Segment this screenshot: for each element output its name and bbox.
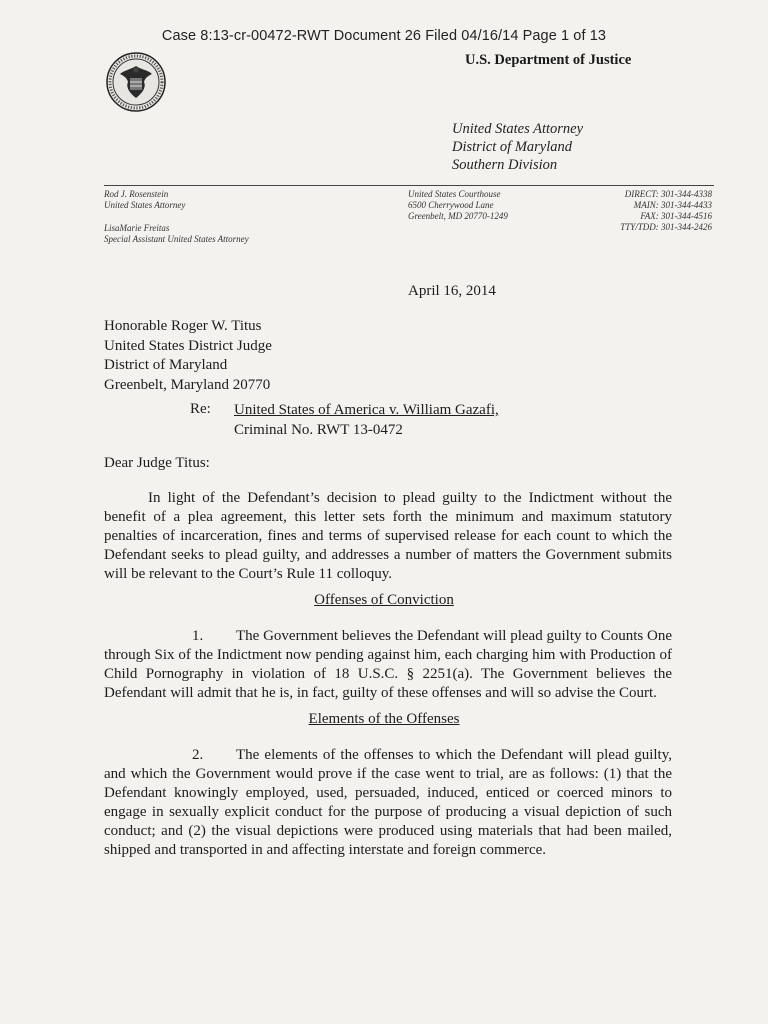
- paragraph-number: 1.: [192, 628, 204, 644]
- addressee-line: Honorable Roger W. Titus: [104, 318, 262, 334]
- paragraph-text: The Government believes the Defendant will plead guilty to Counts One through Six of the Indictment now pending against him, each charging him with Production of Child Pornography in violation of 18 U.S.C. § 2251(a). The Government believes the Defendant will admit that he is, in fact, guilty of these offenses and will so advise the Court.: [104, 628, 672, 701]
- attorney-name: Rod J. Rosenstein: [104, 189, 169, 199]
- attorney-name: LisaMarie Freitas: [104, 223, 170, 233]
- letterhead-divider: [104, 185, 714, 186]
- phone-line: FAX: 301-344-4516: [640, 211, 712, 221]
- paragraph-number: 2.: [192, 747, 204, 763]
- attorney-title: Special Assistant United States Attorney: [104, 234, 249, 244]
- agency-name: U.S. Department of Justice: [465, 52, 632, 68]
- case-header: Case 8:13-cr-00472-RWT Document 26 Filed 04/16/14 Page 1 of 13: [161, 28, 607, 44]
- addressee-block: [104, 317, 272, 395]
- intro-paragraph-text: In light of the Defendant’s decision to plead guilty to the Indictment without the benefit of a plea agreement, this letter sets forth the minimum and maximum statutory penalties of incarceration, fines and terms of supervised release for each count to which the Defendant seeks to plead guilty, and addresses a number of matters the Government submits will be relevant to the Court’s Rule 11 colloquy.: [104, 490, 672, 582]
- department-seal-icon: [106, 52, 166, 112]
- heading-offenses-of-conviction: Offenses of Conviction: [314, 592, 454, 608]
- paragraph-2: [104, 746, 672, 860]
- letterhead-attorneys: [104, 189, 249, 245]
- phone-line: MAIN: 301-344-4433: [633, 200, 712, 210]
- address-line: 6500 Cherrywood Lane: [408, 200, 494, 210]
- intro-paragraph: [104, 489, 672, 584]
- heading-elements-of-offenses: Elements of the Offenses: [308, 711, 460, 727]
- address-line: Greenbelt, MD 20770-1249: [408, 211, 508, 221]
- case-title: United States of America v. William Gazafi,: [234, 402, 499, 418]
- phone-line: TTY/TDD: 301-344-2426: [620, 222, 712, 232]
- addressee-line: District of Maryland: [104, 357, 228, 373]
- address-line: United States Courthouse: [408, 189, 501, 199]
- attorney-title: United States Attorney: [104, 200, 186, 210]
- paragraph-1: [104, 627, 672, 703]
- office-line: Southern Division: [452, 157, 558, 173]
- letterhead-address: [408, 189, 508, 222]
- re-block: [234, 401, 499, 440]
- office-line: United States Attorney: [452, 121, 584, 137]
- office-block: [452, 120, 583, 174]
- letter-date: April 16, 2014: [408, 283, 496, 299]
- letterhead-phones: [620, 189, 712, 233]
- re-label: Re:: [190, 401, 211, 417]
- office-line: District of Maryland: [452, 139, 573, 155]
- paragraph-text: The elements of the offenses to which the Defendant will plead guilty, and which the Government would prove if the case went to trial, are as follows: (1) that the Defendant knowingly employed, used, persuaded, induced, enticed or coerced minors to engage in sexually explicit conduct for the purpose of producing a visual depiction of such conduct; and (2) the visual depictions were produced using materials that had been mailed, shipped and transported in and affecting interstate and foreign commerce.: [104, 747, 672, 858]
- case-number: Criminal No. RWT 13-0472: [234, 421, 403, 438]
- addressee-line: Greenbelt, Maryland 20770: [104, 376, 271, 393]
- phone-line: DIRECT: 301-344-4338: [624, 189, 712, 199]
- salutation: Dear Judge Titus:: [104, 455, 210, 471]
- addressee-line: United States District Judge: [104, 337, 272, 354]
